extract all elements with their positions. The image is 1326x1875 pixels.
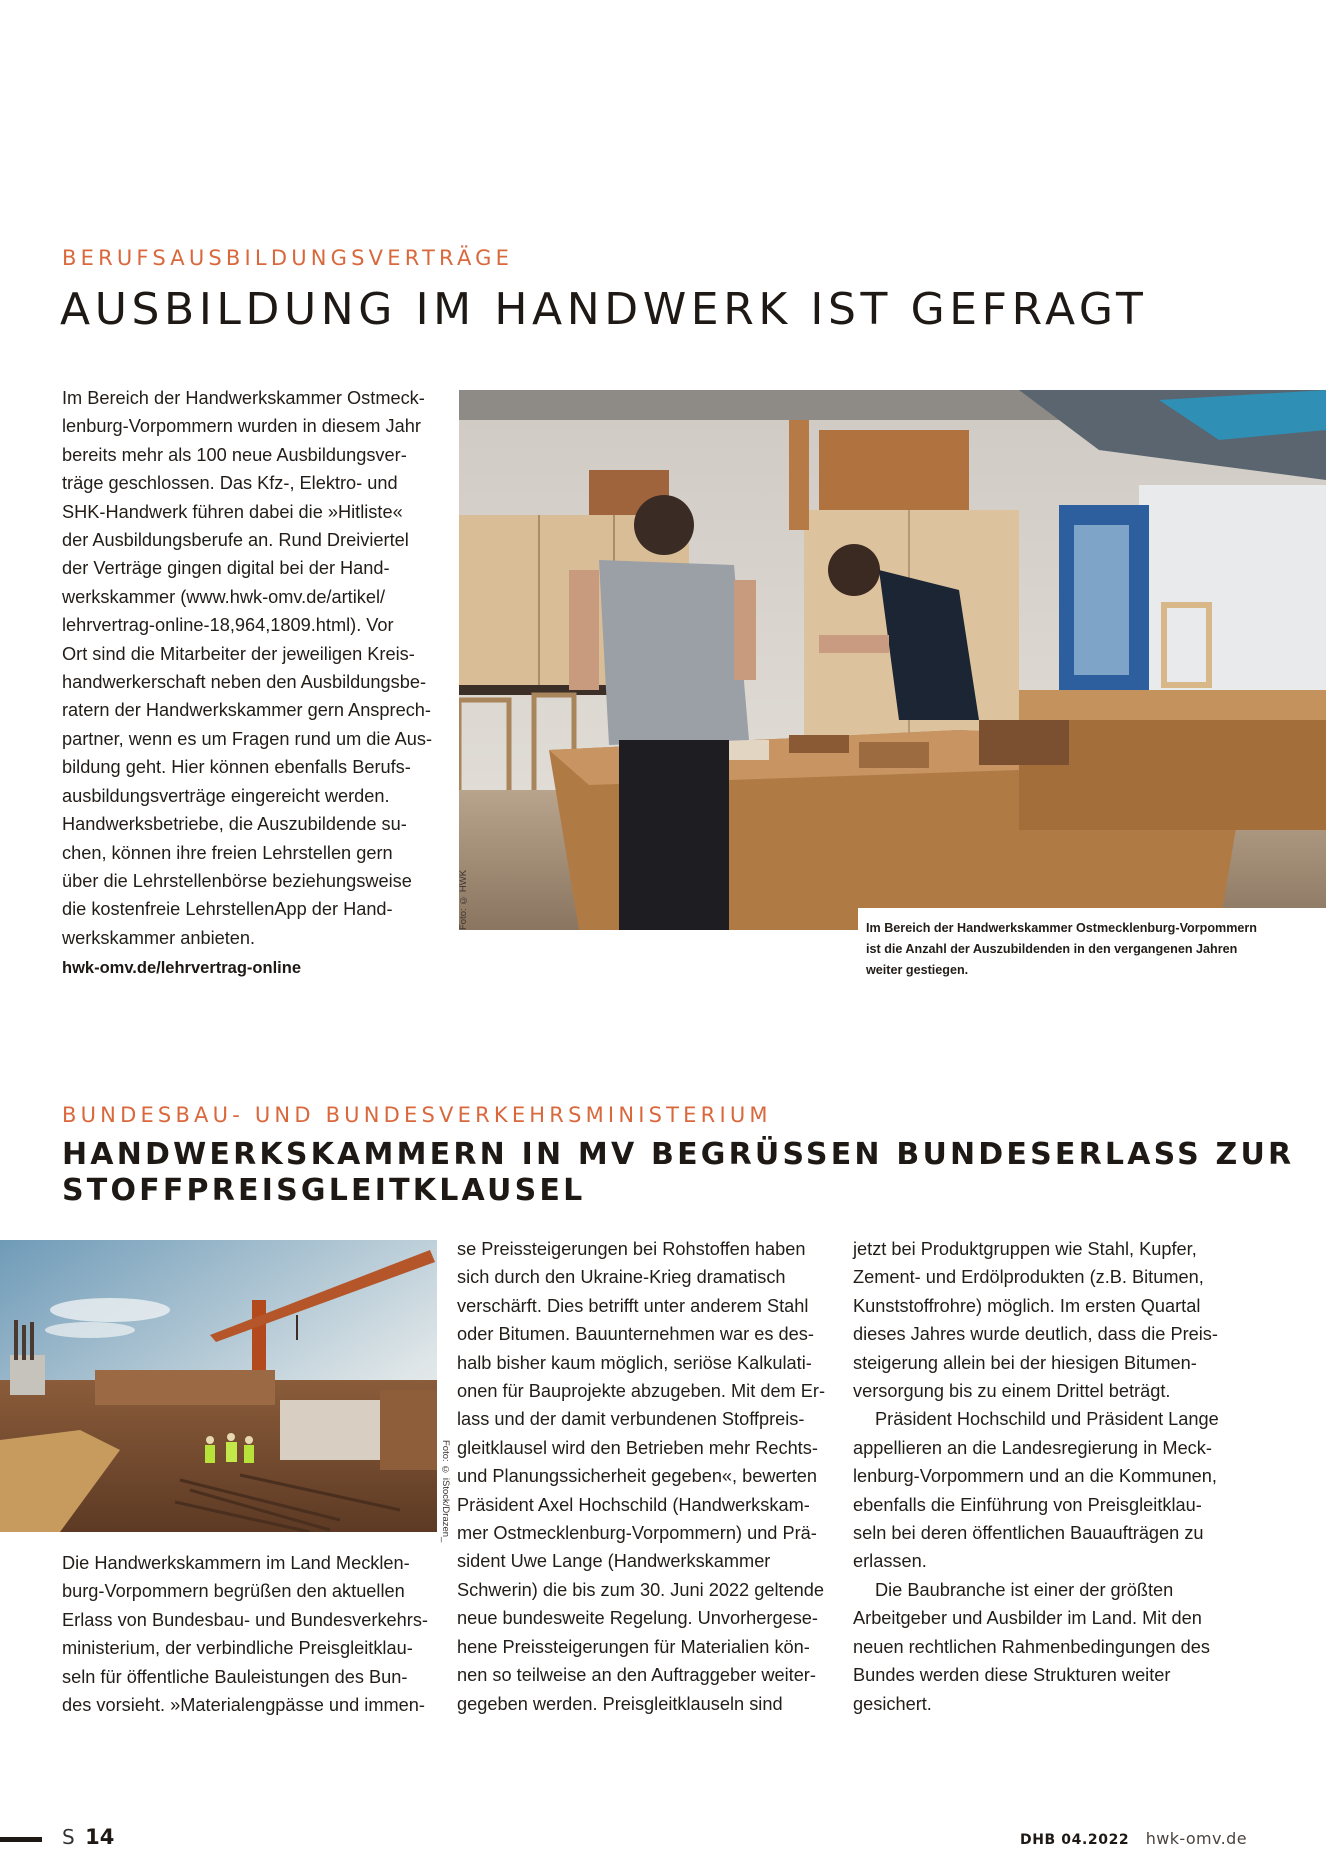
body-line: nen so teilweise an den Auftraggeber weiter- [457,1665,816,1686]
body-line: neuen rechtlichen Rahmenbedingungen des [853,1636,1210,1657]
headline-line: HANDWERKSKAMMERN IN MV BEGRÜSSEN BUNDESERLASS ZUR [62,1137,1295,1172]
page-prefix: S [62,1825,75,1849]
body-line: jetzt bei Produktgruppen wie Stahl, Kupfer, [853,1239,1197,1259]
footer-issue-info [1020,1829,1247,1849]
body-line: partner, wenn es um Fragen rund um die Aus- [62,728,433,749]
page-number [62,1825,114,1849]
article2-column-2 [457,1235,837,1718]
body-line: werkskammer (www.hwk-omv.de/artikel/ [62,586,386,607]
body-line: oder Bitumen. Bauunternehmen war es des- [457,1324,814,1345]
body-line: burg-Vorpommern begrüßen den aktuellen [62,1581,405,1602]
body-line: dieses Jahres wurde deutlich, dass die Preis- [853,1324,1218,1345]
footer-rule [0,1837,42,1842]
body-line: mer Ostmecklenburg-Vorpommern) und Prä- [457,1523,817,1544]
article2-column-3 [853,1235,1253,1718]
body-line: Bundes werden diese Strukturen weiter [853,1665,1171,1686]
body-line: Ort sind die Mitarbeiter der jeweiligen Kreis- [62,643,415,664]
body-line: der Ausbildungsberufe an. Rund Dreiviertel [62,530,409,551]
body-line: gleitklausel wird den Betrieben mehr Rechts- [457,1437,818,1458]
body-line: chen, können ihre freien Lehrstellen gern [62,842,393,863]
body-line: sident Uwe Lange (Handwerkskammer [457,1551,771,1572]
body-line: sich durch den Ukraine-Krieg dramatisch [457,1267,786,1288]
body-line: Die Handwerkskammern im Land Mecklen- [62,1553,410,1573]
body-line: ratern der Handwerkskammer gern Ansprech- [62,700,431,721]
body-line: steigerung allein bei der hiesigen Bitumen- [853,1352,1197,1373]
body-line: Im Bereich der Handwerkskammer Ostmeck- [62,388,425,408]
issue-label: DHB 04.2022 [1020,1832,1130,1848]
body-line: Zement- und Erdölprodukten (z.B. Bitumen, [853,1267,1204,1288]
workshop-photo-caption [858,908,1326,1000]
body-line: hene Preissteigerungen für Materialien kön- [457,1636,810,1657]
caption-line: ist die Anzahl der Auszubildenden in den vergangenen Jahren [866,942,1238,956]
construction-photo-illustration [0,1240,437,1532]
article2-headline [62,1137,1295,1209]
page-number-value: 14 [85,1825,115,1849]
body-line: die kostenfreie LehrstellenApp der Hand- [62,899,393,920]
lehrvertrag-online-link[interactable]: hwk-omv.de/lehrvertrag-online [62,959,301,978]
body-line: erlassen. [853,1551,927,1572]
article1-headline: AUSBILDUNG IM HANDWERK IST GEFRAGT [60,284,1148,335]
body-line: appellieren an die Landesregierung in Meck- [853,1437,1212,1458]
body-line: gegeben werden. Preisgleitklauseln sind [457,1693,783,1714]
body-line: ebenfalls die Einführung von Preisgleitklau- [853,1494,1202,1515]
body-line: ausbildungsverträge eingereicht werden. [62,785,390,806]
body-line: onen für Bauprojekte abzugeben. Mit dem Er- [457,1381,826,1402]
body-line: ministerium, der verbindliche Preisgleitklau- [62,1638,413,1659]
body-line: Kunststoffrohre) möglich. Im ersten Quartal [853,1295,1201,1316]
body-line: SHK-Handwerk führen dabei die »Hitliste« [62,501,403,522]
body-line: seln bei deren öffentlichen Bauaufträgen zu [853,1523,1204,1544]
body-line: seln für öffentliche Bauleistungen des Bun- [62,1666,408,1687]
body-line: Handwerksbetriebe, die Auszubildende su- [62,814,407,835]
body-line: Schwerin) die bis zum 30. Juni 2022 geltende [457,1579,825,1600]
caption-line: weiter gestiegen. [866,963,969,977]
article2-column-1 [62,1549,442,1719]
body-line: Die Baubranche ist einer der größten [875,1579,1174,1600]
body-line: lass und der damit verbundenen Stoffpreis- [457,1409,805,1430]
headline-line: STOFFPREISGLEITKLAUSEL [62,1173,586,1208]
article1-body [62,384,462,983]
body-line: se Preissteigerungen bei Rohstoffen haben [457,1239,806,1259]
body-line: und Planungssicherheit gegeben«, bewerten [457,1466,817,1487]
workshop-photo [459,390,1326,930]
body-line: der Verträge gingen digital bei der Hand- [62,558,390,579]
body-line: lenburg-Vorpommern wurden in diesem Jahr [62,416,421,437]
body-line: Arbeitgeber und Ausbilder im Land. Mit den [853,1608,1202,1629]
website-link[interactable]: hwk-omv.de [1145,1829,1247,1848]
construction-photo [0,1240,437,1532]
body-line: lehrvertrag-online-18,964,1809.html). Vor [62,615,394,636]
workshop-photo-illustration [459,390,1326,930]
body-line: bereits mehr als 100 neue Ausbildungsver- [62,444,407,465]
workshop-photo-credit: Foto: © HWK [458,869,469,930]
body-line: träge geschlossen. Das Kfz-, Elektro- und [62,473,398,494]
caption-line: Im Bereich der Handwerkskammer Ostmecklenburg-Vorpommern [866,921,1258,935]
body-line: werkskammer anbieten. [62,927,256,948]
body-line: versorgung bis zu einem Drittel beträgt. [853,1381,1171,1402]
body-line: Präsident Axel Hochschild (Handwerkskam- [457,1494,810,1515]
body-line: Präsident Hochschild und Präsident Lange [875,1409,1219,1430]
body-line: neue bundesweite Regelung. Unvorhergese- [457,1608,818,1629]
article2-kicker: BUNDESBAU- UND BUNDESVERKEHRSMINISTERIUM [62,1103,772,1127]
body-line: verschärft. Dies betrifft unter anderem Stahl [457,1295,809,1316]
article1-kicker: BERUFSAUSBILDUNGSVERTRÄGE [62,246,514,270]
body-line: gesichert. [853,1693,932,1714]
body-line: bildung geht. Hier können ebenfalls Berufs- [62,757,411,778]
body-line: handwerkerschaft neben den Ausbildungsbe- [62,672,427,693]
body-line: über die Lehrstellenbörse beziehungsweise [62,870,412,891]
body-line: halb bisher kaum möglich, seriöse Kalkulati- [457,1352,812,1373]
construction-photo-credit: Foto: © iStock/Drazen_ [440,1440,451,1543]
body-line: lenburg-Vorpommern und an die Kommunen, [853,1466,1217,1487]
body-line: Erlass von Bundesbau- und Bundesverkehrs- [62,1609,428,1630]
body-line: des vorsieht. »Materialengpässe und immen- [62,1695,425,1716]
